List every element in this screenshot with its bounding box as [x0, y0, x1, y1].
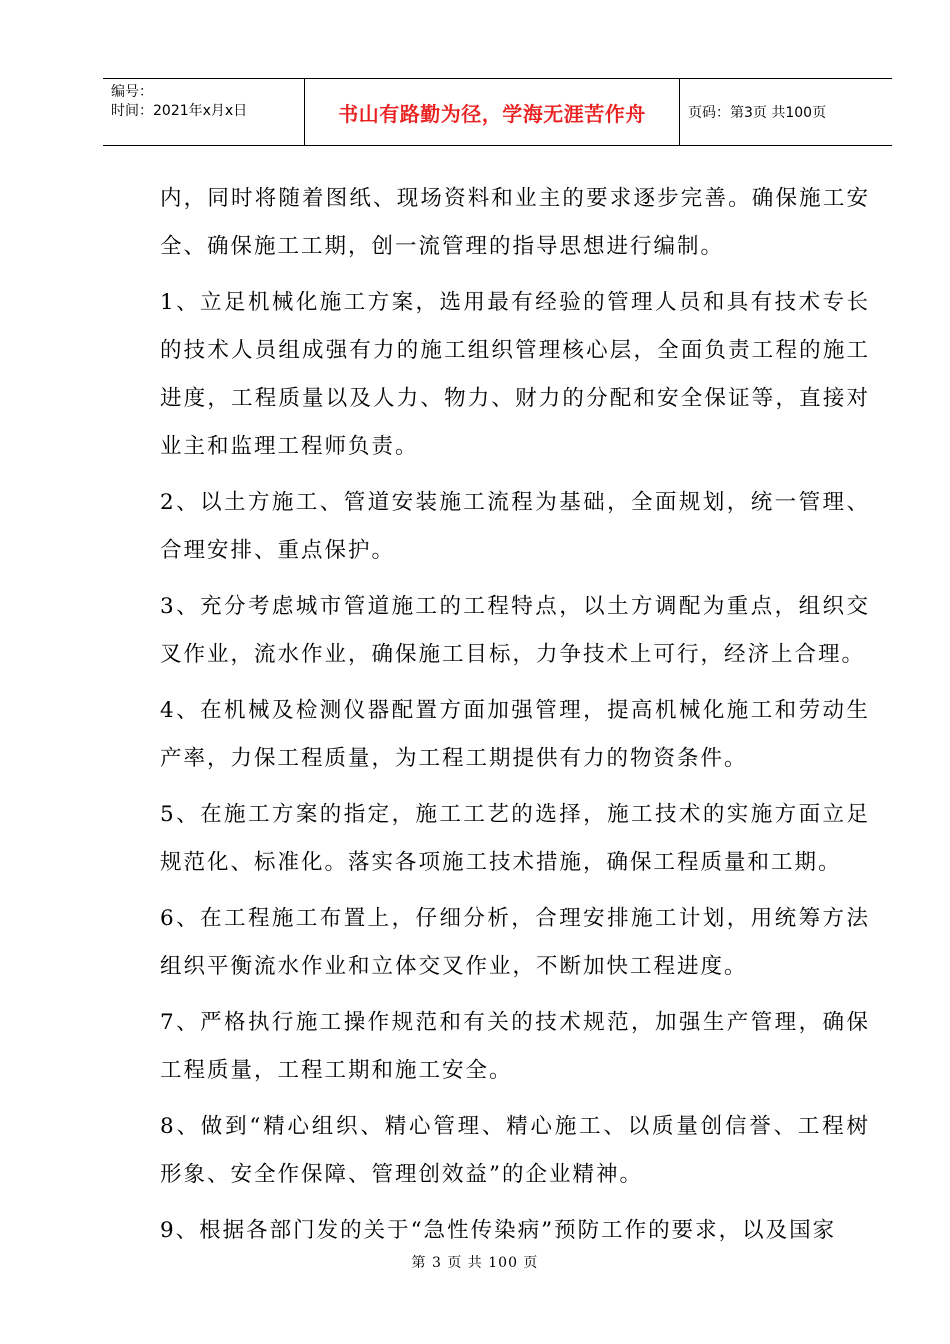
- page-info: 页码：第3页 共100页: [688, 105, 827, 121]
- header-motto-cell: [305, 79, 680, 145]
- date-label: 时间：2021年x月x日: [111, 103, 248, 119]
- paragraph-4: 4、在机械及检测仪器配置方面加强管理，提高机械化施工和劳动生产率，力保工程质量，为工程工期提供有力的物资条件。: [160, 698, 870, 771]
- paragraph-8: 8、做到“精心组织、精心管理、精心施工、以质量创信誉、工程树形象、安全作保障、管理创效益”的企业精神。: [160, 1114, 870, 1187]
- paragraph-0: 内，同时将随着图纸、现场资料和业主的要求逐步完善。确保施工安全、确保施工工期，创一流管理的指导思想进行编制。: [160, 186, 870, 259]
- paragraph-2: 2、以土方施工、管道安装施工流程为基础，全面规划，统一管理、合理安排、重点保护。: [160, 490, 870, 563]
- document-body: [160, 175, 870, 1263]
- paragraph-7: 7、严格执行施工操作规范和有关的技术规范，加强生产管理，确保工程质量，工程工期和施工安全。: [160, 1010, 870, 1083]
- header-meta-cell: [103, 79, 305, 145]
- page-header: [103, 78, 892, 146]
- paragraph-3: 3、充分考虑城市管道施工的工程特点，以土方调配为重点，组织交叉作业，流水作业，确保施工目标，力争技术上可行，经济上合理。: [160, 594, 870, 667]
- page-footer: 第 3 页 共 100 页: [411, 1255, 539, 1271]
- header-page-cell: [680, 79, 892, 145]
- paragraph-1: 1、立足机械化施工方案，选用最有经验的管理人员和具有技术专长的技术人员组成强有力的施工组织管理核心层，全面负责工程的施工进度，工程质量以及人力、物力、财力的分配和安全保证等，直接对业主和监理工程师负责。: [160, 290, 870, 459]
- paragraph-6: 6、在工程施工布置上，仔细分析，合理安排施工计划，用统筹方法组织平衡流水作业和立体交叉作业，不断加快工程进度。: [160, 906, 870, 979]
- number-label: 编号：: [111, 84, 153, 100]
- motto-text: 书山有路勤为径，学海无涯苦作舟: [338, 101, 646, 126]
- paragraph-5: 5、在施工方案的指定，施工工艺的选择，施工技术的实施方面立足规范化、标准化。落实各项施工技术措施，确保工程质量和工期。: [160, 802, 870, 875]
- paragraph-9: 9、根据各部门发的关于“急性传染病”预防工作的要求，以及国家: [160, 1218, 837, 1243]
